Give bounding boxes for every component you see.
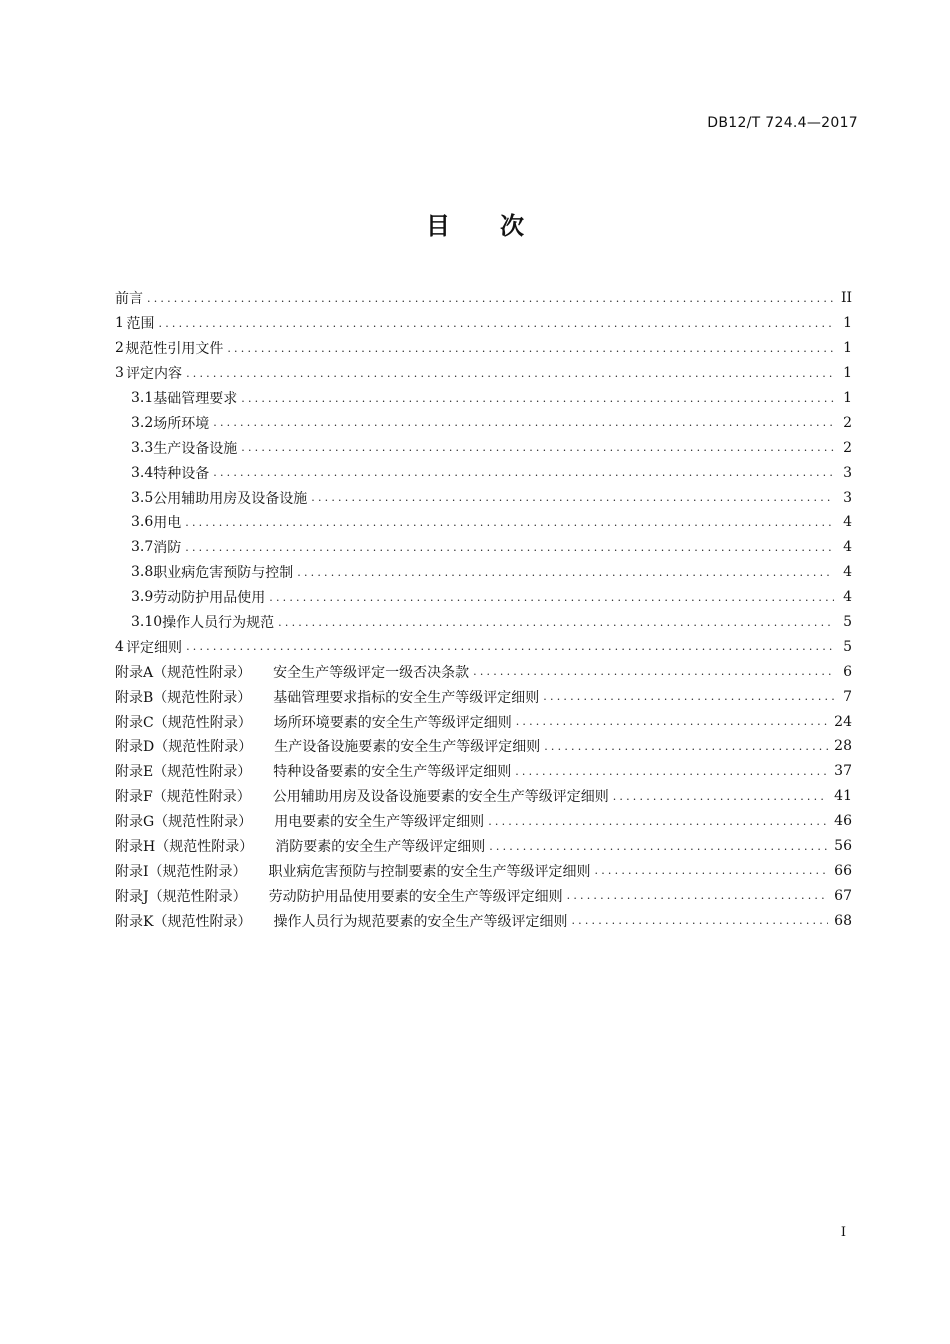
toc-entry-page: 3 bbox=[843, 464, 852, 481]
leader-dots bbox=[147, 292, 834, 305]
toc-entry-label: 职业病危害预防与控制要素的安全生产等级评定细则 bbox=[268, 863, 591, 880]
toc-entry-page: 3 bbox=[843, 489, 852, 506]
toc-annex-entry[interactable] bbox=[115, 709, 852, 734]
toc-annex-entry[interactable] bbox=[115, 684, 852, 709]
toc-subentry[interactable] bbox=[115, 410, 852, 435]
toc-entry-number: 3.2 bbox=[131, 414, 154, 431]
toc-annex-entry[interactable] bbox=[115, 908, 852, 933]
toc-subentry[interactable] bbox=[115, 510, 852, 535]
toc-annex-entry[interactable] bbox=[115, 834, 852, 859]
toc-entry-label: 场所环境 bbox=[153, 415, 210, 432]
leader-dots bbox=[227, 342, 834, 355]
toc-entry-label: 用电 bbox=[153, 515, 182, 532]
toc-annex-number: 附录F（规范性附录） bbox=[115, 789, 251, 806]
toc-entry-label: 操作人员行为规范 bbox=[162, 615, 275, 632]
toc-subentry[interactable] bbox=[115, 560, 852, 585]
toc-entry-number: 3.4 bbox=[131, 464, 154, 481]
toc-entry-label: 前言 bbox=[115, 291, 143, 308]
toc-entry-label: 公用辅助用房及设备设施要素的安全生产等级评定细则 bbox=[272, 789, 609, 806]
toc-entry[interactable] bbox=[115, 634, 852, 659]
toc-entry-page: 66 bbox=[834, 862, 852, 879]
toc-annex-number: 附录C（规范性附录） bbox=[115, 714, 252, 731]
toc-annex-number: 附录B（规范性附录） bbox=[115, 689, 252, 706]
toc-entry[interactable] bbox=[115, 286, 852, 311]
toc-entry-page: 2 bbox=[843, 439, 852, 456]
toc-annex-entry[interactable] bbox=[115, 734, 852, 759]
toc-entry-number: 4 bbox=[115, 638, 124, 655]
toc-entry-number: 3.3 bbox=[131, 439, 154, 456]
leader-dots bbox=[613, 790, 828, 803]
toc-entry-number: 3.1 bbox=[131, 390, 154, 406]
toc-entry-label: 基础管理要求指标的安全生产等级评定细则 bbox=[273, 689, 540, 706]
toc-entry-page: 1 bbox=[843, 390, 852, 406]
toc-entry-label: 生产设备设施要素的安全生产等级评定细则 bbox=[274, 739, 541, 756]
leader-dots bbox=[159, 317, 834, 330]
toc-entry-label: 职业病危害预防与控制 bbox=[153, 565, 294, 582]
leader-dots bbox=[567, 889, 829, 902]
toc-entry-label: 劳动防护用品使用要素的安全生产等级评定细则 bbox=[268, 888, 563, 905]
toc-entry-page: 7 bbox=[843, 688, 852, 705]
leader-dots bbox=[544, 740, 828, 753]
toc-entry-page: 28 bbox=[834, 738, 852, 755]
leader-dots bbox=[543, 690, 834, 703]
toc-entry-number: 3.5 bbox=[131, 489, 154, 506]
toc-subentry[interactable] bbox=[115, 460, 852, 485]
toc-entry-page: II bbox=[840, 290, 852, 307]
toc-entry-page: 1 bbox=[843, 340, 852, 357]
toc-entry-label: 用电要素的安全生产等级评定细则 bbox=[274, 814, 485, 831]
leader-dots bbox=[241, 441, 834, 454]
toc-annex-entry[interactable] bbox=[115, 809, 852, 834]
toc-entry-page: 1 bbox=[843, 365, 852, 382]
leader-dots bbox=[297, 566, 834, 579]
toc-entry-label: 生产设备设施 bbox=[153, 440, 238, 457]
toc-entry-number: 3.6 bbox=[131, 514, 154, 531]
leader-dots bbox=[278, 616, 834, 629]
toc-entry-number: 3.9 bbox=[131, 589, 154, 606]
toc-entry-number: 3 bbox=[115, 365, 124, 382]
toc-entry-label: 规范性引用文件 bbox=[125, 341, 224, 358]
toc-title-char-2: 次 bbox=[500, 212, 524, 240]
toc-entry-number: 3.7 bbox=[131, 539, 154, 556]
leader-dots bbox=[488, 815, 828, 828]
toc-list bbox=[115, 286, 852, 933]
toc-annex-number: 附录A（规范性附录） bbox=[115, 664, 252, 681]
toc-subentry[interactable] bbox=[115, 386, 852, 411]
leader-dots bbox=[186, 367, 834, 380]
toc-entry-label: 特种设备要素的安全生产等级评定细则 bbox=[273, 764, 512, 781]
toc-entry-page: 41 bbox=[834, 788, 852, 805]
toc-entry-label: 评定内容 bbox=[126, 366, 183, 383]
toc-annex-entry[interactable] bbox=[115, 759, 852, 784]
toc-entry-page: 67 bbox=[834, 887, 852, 904]
toc-entry-label: 公用辅助用房及设备设施 bbox=[153, 490, 308, 507]
toc-entry-page: 5 bbox=[843, 614, 852, 631]
toc-entry-page: 56 bbox=[834, 838, 852, 855]
toc-annex-number: 附录E（规范性附录） bbox=[115, 764, 252, 781]
leader-dots bbox=[489, 840, 828, 853]
toc-entry-label: 消防 bbox=[153, 540, 182, 557]
toc-entry-number: 3.10 bbox=[131, 614, 163, 631]
toc-entry[interactable] bbox=[115, 336, 852, 361]
toc-annex-number: 附录D（规范性附录） bbox=[115, 739, 253, 756]
toc-entry-label: 消防要素的安全生产等级评定细则 bbox=[275, 839, 486, 856]
toc-entry-page: 24 bbox=[834, 713, 852, 730]
toc-entry-number: 2 bbox=[115, 340, 124, 357]
toc-title bbox=[0, 206, 950, 241]
toc-entry-label: 劳动防护用品使用 bbox=[153, 590, 266, 607]
leader-dots bbox=[269, 591, 834, 604]
footer-page-number: I bbox=[840, 1225, 846, 1240]
toc-entry-label: 场所环境要素的安全生产等级评定细则 bbox=[273, 714, 512, 731]
toc-annex-entry[interactable] bbox=[115, 784, 852, 809]
leader-dots bbox=[571, 914, 828, 927]
toc-annex-number: 附录K（规范性附录） bbox=[115, 913, 252, 930]
toc-entry[interactable] bbox=[115, 311, 852, 336]
toc-entry-page: 68 bbox=[834, 912, 852, 929]
toc-title-char-1: 目 bbox=[426, 212, 450, 240]
leader-dots bbox=[473, 665, 834, 678]
toc-annex-number: 附录H（规范性附录） bbox=[115, 839, 254, 856]
toc-subentry[interactable] bbox=[115, 585, 852, 610]
toc-annex-number: 附录I（规范性附录） bbox=[115, 863, 247, 880]
leader-dots bbox=[185, 516, 834, 529]
toc-annex-entry[interactable] bbox=[115, 858, 852, 883]
toc-entry-page: 1 bbox=[843, 315, 852, 332]
toc-entry-page: 6 bbox=[843, 663, 852, 680]
leader-dots bbox=[186, 640, 834, 653]
toc-annex-number: 附录G（规范性附录） bbox=[115, 814, 253, 831]
toc-entry-label: 基础管理要求 bbox=[153, 391, 238, 407]
toc-entry-page: 5 bbox=[843, 638, 852, 655]
toc-entry-page: 4 bbox=[843, 514, 852, 531]
toc-entry-label: 特种设备 bbox=[153, 465, 210, 482]
leader-dots bbox=[311, 491, 834, 504]
toc-entry-number: 3.8 bbox=[131, 564, 154, 581]
toc-annex-entry[interactable] bbox=[115, 659, 852, 684]
toc-entry-page: 4 bbox=[843, 564, 852, 581]
toc-entry-number: 1 bbox=[115, 315, 124, 332]
toc-entry-page: 4 bbox=[843, 539, 852, 556]
leader-dots bbox=[515, 765, 828, 778]
toc-subentry[interactable] bbox=[115, 610, 852, 635]
leader-dots bbox=[516, 715, 828, 728]
toc-entry-label: 范围 bbox=[126, 316, 155, 333]
leader-dots bbox=[213, 416, 834, 429]
toc-annex-number: 附录J（规范性附录） bbox=[115, 888, 247, 905]
toc-subentry[interactable] bbox=[115, 485, 852, 510]
leader-dots bbox=[213, 466, 834, 479]
toc-entry-page: 4 bbox=[843, 589, 852, 606]
leader-dots bbox=[241, 392, 834, 405]
toc-entry-label: 评定细则 bbox=[126, 639, 183, 656]
toc-entry-page: 2 bbox=[843, 414, 852, 431]
leader-dots bbox=[185, 541, 834, 554]
leader-dots bbox=[595, 864, 829, 877]
toc-annex-entry[interactable] bbox=[115, 883, 852, 908]
toc-subentry[interactable] bbox=[115, 535, 852, 560]
toc-entry-page: 46 bbox=[834, 813, 852, 830]
toc-entry[interactable] bbox=[115, 361, 852, 386]
toc-entry-label: 操作人员行为规范要素的安全生产等级评定细则 bbox=[273, 913, 568, 930]
toc-entry-label: 安全生产等级评定一级否决条款 bbox=[273, 664, 470, 681]
toc-subentry[interactable] bbox=[115, 435, 852, 460]
standard-code: DB12/T 724.4—2017 bbox=[707, 115, 858, 131]
toc-entry-page: 37 bbox=[834, 763, 852, 780]
